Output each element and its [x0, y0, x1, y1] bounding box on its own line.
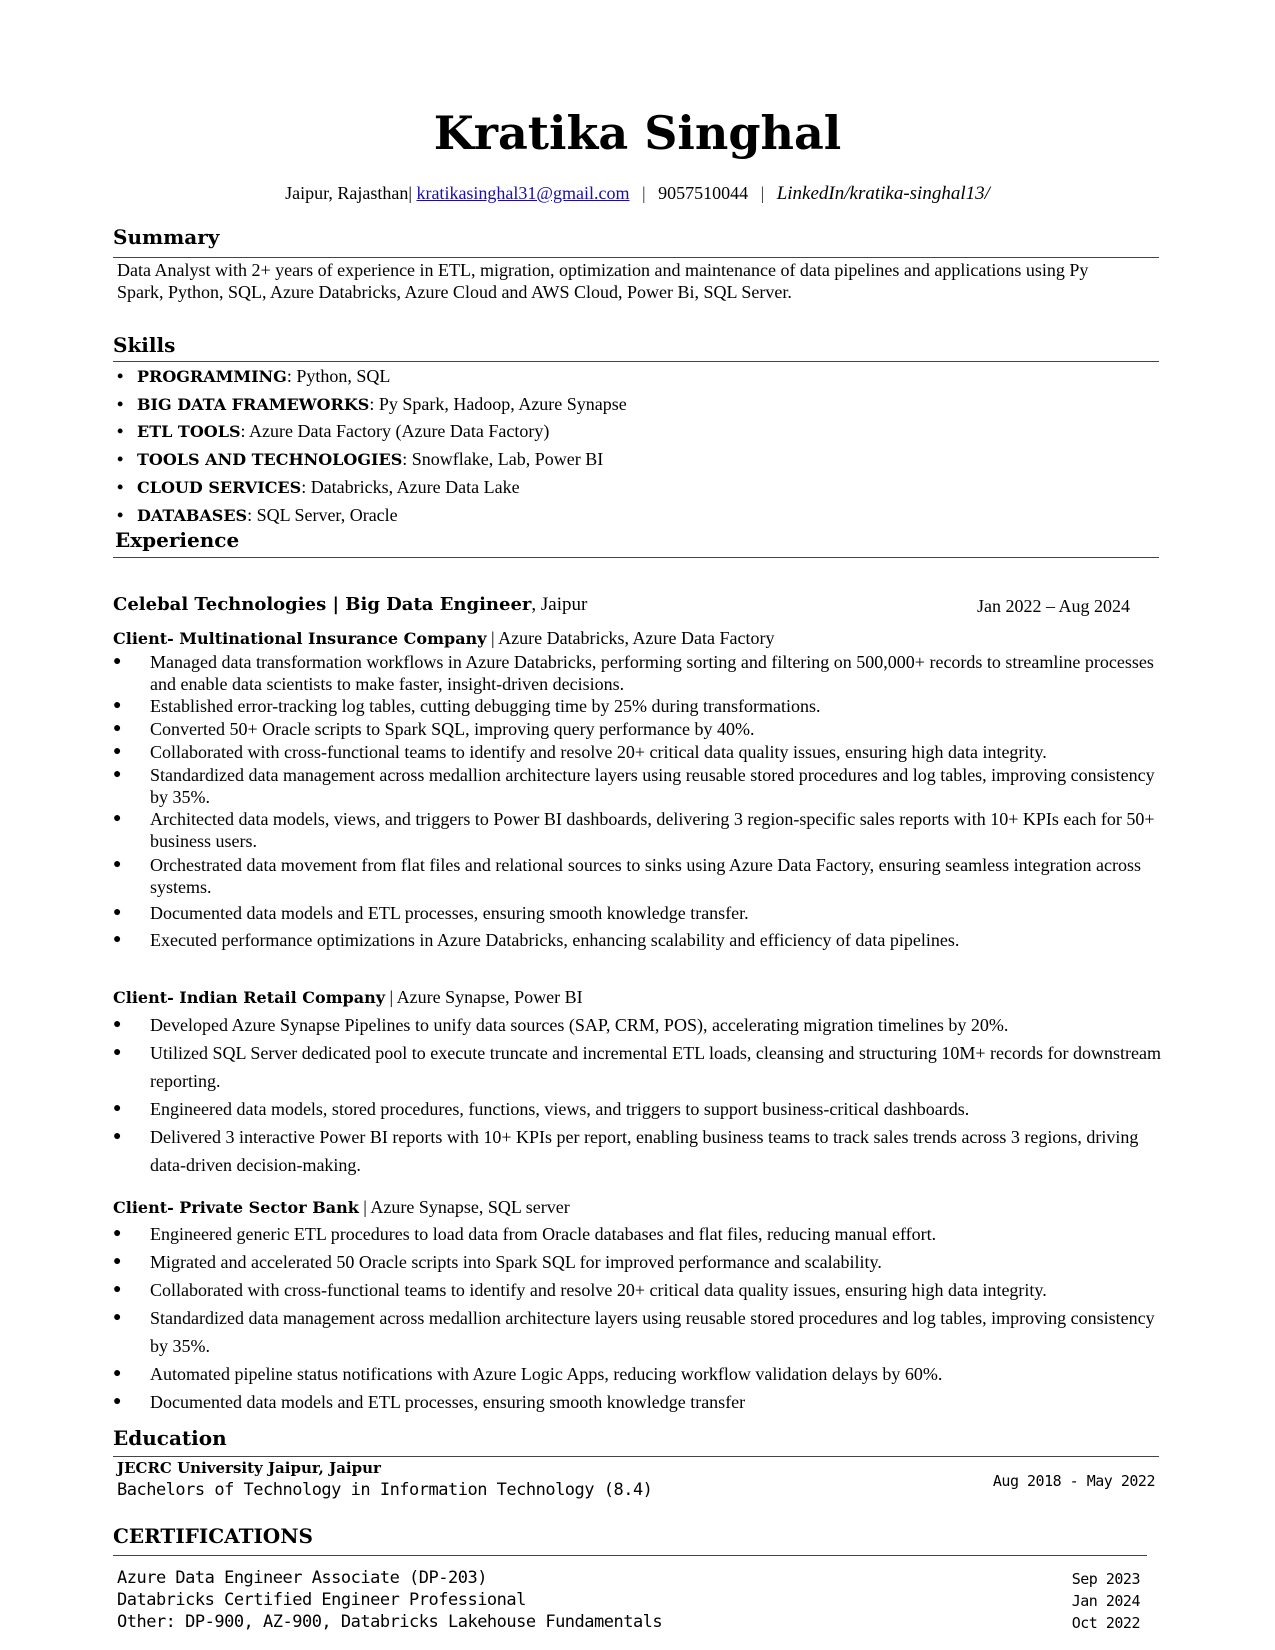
list-item	[113, 808, 1173, 852]
section-divider	[113, 1555, 1147, 1556]
bullet-icon: ●	[113, 857, 122, 872]
bullet-icon: •	[117, 394, 124, 414]
skill-value: : Azure Data Factory (Azure Data Factory)	[240, 421, 550, 441]
bullet-text: Orchestrated data movement from flat files and relational sources to sinks using Azure Data Factory, ensuring seamless integration across systems.	[150, 855, 1142, 897]
skill-value: : Snowflake, Lab, Power BI	[402, 449, 604, 469]
certification-name: Databricks Certified Engineer Professional	[117, 1590, 526, 1610]
client-tech: | Azure Synapse, SQL server	[363, 1197, 570, 1217]
bullet-text: Delivered 3 interactive Power BI reports with 10+ KPIs per report, enabling business teams to track sales trends across 3 regions, driving data-driven decision-making.	[150, 1127, 1139, 1175]
list-item	[113, 651, 1173, 695]
bullet-icon: ●	[113, 905, 122, 920]
summary-heading: Summary	[113, 225, 220, 249]
list-item	[113, 929, 1173, 951]
skill-value: : SQL Server, Oracle	[247, 505, 398, 525]
bullet-icon: ●	[113, 1310, 122, 1325]
email-link[interactable]: kratikasinghal31@gmail.com	[416, 183, 630, 203]
bullet-icon: ●	[113, 1101, 122, 1116]
skill-value: : Databricks, Azure Data Lake	[301, 477, 520, 497]
education-dates: Aug 2018 - May 2022	[992, 1472, 1155, 1490]
certification-date: Oct 2022	[1071, 1614, 1140, 1632]
skill-value: : Python, SQL	[286, 366, 391, 386]
bullet-icon: ●	[113, 1254, 122, 1269]
list-item	[113, 854, 1173, 898]
skills-heading: Skills	[113, 333, 176, 357]
job-title-line	[113, 593, 587, 617]
skill-label: CLOUD SERVICES	[137, 478, 302, 497]
bullet-text: Established error-tracking log tables, cutting debugging time by 25% during transformations.	[150, 696, 821, 716]
section-divider	[113, 257, 1159, 258]
bullet-icon: ●	[113, 1226, 122, 1241]
candidate-name: Kratika Singhal	[433, 106, 842, 160]
bullet-text: Migrated and accelerated 50 Oracle scripts into Spark SQL for improved performance and scalability.	[150, 1252, 882, 1272]
bullet-icon: ●	[113, 811, 122, 826]
list-item	[113, 1248, 1173, 1276]
client-name: Client- Indian Retail Company	[113, 988, 386, 1007]
section-divider	[113, 557, 1159, 558]
linkedin-link[interactable]: LinkedIn/kratika-singhal13/	[776, 183, 990, 204]
bullet-icon: ●	[113, 654, 122, 669]
client-tech: | Azure Databricks, Azure Data Factory	[490, 628, 775, 648]
bullet-icon: ●	[113, 767, 122, 782]
skill-label: DATABASES	[137, 506, 248, 525]
bullet-icon: ●	[113, 1366, 122, 1381]
skill-value: : Py Spark, Hadoop, Azure Synapse	[369, 394, 627, 414]
bullet-text: Documented data models and ETL processes, ensuring smooth knowledge transfer	[150, 1392, 746, 1412]
skill-label: TOOLS AND TECHNOLOGIES	[137, 450, 403, 469]
bullet-icon: ●	[113, 698, 122, 713]
bullet-icon: ●	[113, 1129, 122, 1144]
list-item	[113, 1220, 1173, 1248]
skill-label: BIG DATA FRAMEWORKS	[137, 395, 370, 414]
client-tech: | Azure Synapse, Power BI	[389, 987, 583, 1007]
bullet-text: Standardized data management across medallion architecture layers using reusable stored procedures and log tables, improving consistency by 35%.	[150, 1308, 1155, 1356]
experience-heading: Experience	[115, 528, 240, 552]
separator: |	[641, 183, 646, 203]
bullet-icon: •	[117, 477, 124, 497]
separator: |	[760, 183, 765, 203]
bullet-text: Engineered data models, stored procedures, functions, views, and triggers to support business-critical dashboards.	[150, 1099, 970, 1119]
section-divider	[113, 361, 1159, 362]
list-item	[113, 1388, 1173, 1416]
client-heading	[113, 1196, 570, 1219]
skill-label: PROGRAMMING	[137, 367, 287, 386]
job-dates: Jan 2022 – Aug 2024	[977, 596, 1130, 616]
bullet-text: Converted 50+ Oracle scripts to Spark SQL, improving query performance by 40%.	[150, 719, 755, 739]
bullet-text: Collaborated with cross-functional teams to identify and resolve 20+ critical data quality issues, ensuring high data integrity.	[150, 742, 1047, 762]
bullet-icon: •	[117, 449, 124, 469]
list-item	[113, 1095, 1173, 1123]
bullet-icon: ●	[113, 932, 122, 947]
bullet-icon: •	[117, 421, 124, 441]
bullet-text: Developed Azure Synapse Pipelines to unify data sources (SAP, CRM, POS), accelerating migration timelines by 20%.	[150, 1015, 1009, 1035]
bullet-text: Documented data models and ETL processes, ensuring smooth knowledge transfer.	[150, 903, 749, 923]
client-heading	[113, 986, 583, 1009]
company-role: Celebal Technologies | Big Data Engineer	[113, 594, 532, 615]
list-item	[113, 1123, 1173, 1179]
bullet-text: Utilized SQL Server dedicated pool to execute truncate and incremental ETL loads, cleansing and structuring 10M+ records for downstream reporting.	[150, 1043, 1161, 1091]
bullet-text: Standardized data management across medallion architecture layers using reusable stored procedures and log tables, improving consistency by 35%.	[150, 765, 1155, 807]
list-item	[113, 1304, 1173, 1360]
bullet-icon: ●	[113, 721, 122, 736]
skill-label: ETL TOOLS	[137, 422, 241, 441]
skill-item	[117, 476, 520, 499]
certification-date: Sep 2023	[1071, 1570, 1140, 1588]
list-item	[113, 1039, 1173, 1095]
section-divider	[113, 1456, 1159, 1457]
bullet-text: Managed data transformation workflows in Azure Databricks, performing sorting and filtering on 500,000+ records to streamline processes and enable data scientists to make faster, insight-driven decisions.	[150, 652, 1154, 694]
phone: 9057510044	[658, 183, 749, 203]
list-item	[113, 764, 1173, 808]
summary-text: Data Analyst with 2+ years of experience in ETL, migration, optimization and maintenance of data pipelines and applications using Py Spark, Python, SQL, Azure Databricks, Azure Cloud and AWS Cloud, Power Bi, SQL Server.	[117, 260, 1089, 302]
skill-item	[117, 448, 603, 471]
bullet-icon: ●	[113, 1394, 122, 1409]
client-name: Client- Multinational Insurance Company	[113, 629, 487, 648]
list-item	[113, 1011, 1173, 1039]
bullet-icon: •	[117, 505, 124, 525]
education-heading: Education	[113, 1426, 227, 1450]
certifications-heading: CERTIFICATIONS	[113, 1524, 313, 1548]
bullet-text: Engineered generic ETL procedures to load data from Oracle databases and flat files, reducing manual effort.	[150, 1224, 937, 1244]
job-location: , Jaipur	[531, 594, 588, 615]
bullet-text: Collaborated with cross-functional teams to identify and resolve 20+ critical data quality issues, ensuring high data integrity.	[150, 1280, 1047, 1300]
certification-name: Other: DP-900, AZ-900, Databricks Lakehouse Fundamentals	[117, 1612, 663, 1632]
bullet-icon: •	[117, 366, 124, 386]
bullet-icon: ●	[113, 1017, 122, 1032]
client-heading	[113, 627, 774, 650]
degree: Bachelors of Technology in Information Technology (8.4)	[117, 1480, 653, 1500]
location: Jaipur, Rajasthan|	[285, 183, 412, 203]
skill-item	[117, 393, 627, 416]
skill-item	[117, 504, 398, 527]
school-name: JECRC University Jaipur, Jaipur	[117, 1459, 381, 1477]
bullet-icon: ●	[113, 1045, 122, 1060]
contact-line	[0, 182, 1275, 205]
skill-item	[117, 420, 549, 443]
bullet-icon: ●	[113, 1282, 122, 1297]
bullet-icon: ●	[113, 744, 122, 759]
list-item	[113, 695, 1173, 717]
certification-name: Azure Data Engineer Associate (DP-203)	[117, 1568, 487, 1588]
list-item	[113, 1276, 1173, 1304]
bullet-text: Executed performance optimizations in Azure Databricks, enhancing scalability and efficiency of data pipelines.	[150, 930, 960, 950]
bullet-text: Automated pipeline status notifications with Azure Logic Apps, reducing workflow validation delays by 60%.	[150, 1364, 943, 1384]
list-item	[113, 741, 1173, 763]
skill-item	[117, 365, 390, 388]
list-item	[113, 1360, 1173, 1388]
client-name: Client- Private Sector Bank	[113, 1198, 359, 1217]
bullet-text: Architected data models, views, and triggers to Power BI dashboards, delivering 3 region-specific sales reports with 10+ KPIs each for 50+ business users.	[150, 809, 1155, 851]
certification-date: Jan 2024	[1071, 1592, 1140, 1610]
list-item	[113, 902, 1173, 924]
list-item	[113, 718, 1173, 740]
